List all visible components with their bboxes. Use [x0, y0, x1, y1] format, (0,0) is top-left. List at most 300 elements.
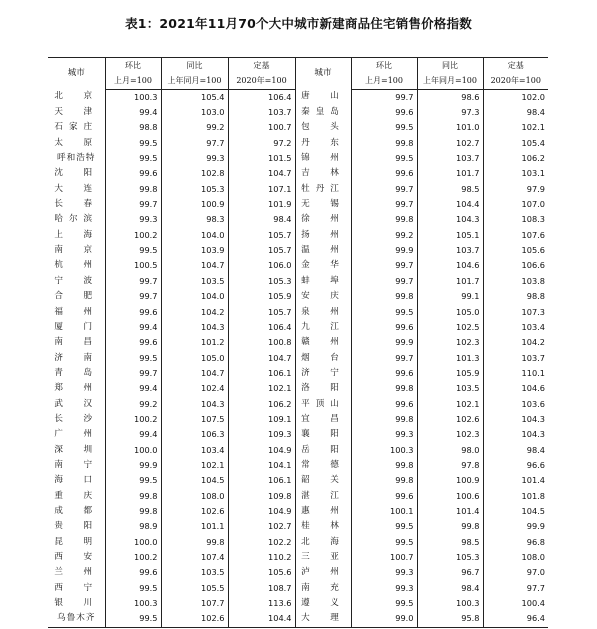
- table-row: [48, 550, 548, 565]
- left-city-cell: 厦 门: [54, 321, 99, 332]
- left-base-cell: 106.0: [228, 258, 295, 273]
- right-yoy-cell: 100.6: [417, 489, 483, 504]
- right-city-cell: 蚌 埠: [295, 274, 351, 289]
- right-base-cell: 107.0: [483, 197, 548, 212]
- right-base-cell: 110.1: [483, 366, 548, 381]
- left-city-cell: 深 圳: [54, 444, 99, 455]
- table-row: [48, 197, 548, 212]
- right-mom-cell: 99.8: [351, 212, 417, 227]
- left-city-cell: 青 岛: [54, 367, 99, 378]
- left-mom-cell: 99.8: [105, 489, 161, 504]
- left-mom-cell: 99.6: [105, 166, 161, 181]
- left-base-cell: 110.2: [228, 550, 295, 565]
- right-yoy-cell: 105.3: [417, 550, 483, 565]
- mom-base-left: 上月=100: [105, 73, 161, 89]
- right-yoy-cell: 98.0: [417, 443, 483, 458]
- right-city-cell: 温 州: [295, 243, 351, 258]
- table-row: [48, 519, 548, 534]
- left-mom-cell: 99.5: [105, 581, 161, 596]
- left-yoy-cell: 104.0: [161, 228, 228, 243]
- left-yoy-cell: 102.8: [161, 166, 228, 181]
- right-mom-cell: 99.7: [351, 182, 417, 197]
- left-city-cell: 乌鲁木齐: [48, 611, 105, 627]
- left-base-cell: 104.4: [228, 611, 295, 627]
- yoy-base-left: 上年同月=100: [161, 73, 228, 89]
- right-yoy-cell: 102.6: [417, 412, 483, 427]
- right-base-cell: 96.4: [483, 611, 548, 627]
- mom-header-right: 环比: [351, 58, 417, 74]
- right-base-cell: 103.4: [483, 320, 548, 335]
- right-yoy-cell: 100.3: [417, 596, 483, 611]
- left-city-cell: 呼和浩特: [57, 153, 96, 164]
- left-city-cell: 济 南: [54, 352, 99, 363]
- left-yoy-cell: 103.9: [161, 243, 228, 258]
- right-yoy-cell: 98.4: [417, 581, 483, 596]
- right-yoy-cell: 100.9: [417, 473, 483, 488]
- right-city-cell: 安 庆: [295, 289, 351, 304]
- left-yoy-cell: 105.5: [161, 581, 228, 596]
- mom-header-left: 环比: [105, 58, 161, 74]
- right-base-cell: 98.4: [483, 105, 548, 120]
- mom-base-right: 上月=100: [351, 73, 417, 89]
- right-city-cell: 锦 州: [295, 151, 351, 166]
- left-yoy-cell: 105.0: [161, 351, 228, 366]
- left-mom-cell: 99.3: [105, 212, 161, 227]
- right-base-cell: 103.6: [483, 397, 548, 412]
- left-yoy-cell: 99.8: [161, 535, 228, 550]
- left-yoy-cell: 103.4: [161, 443, 228, 458]
- left-base-cell: 106.2: [228, 397, 295, 412]
- left-mom-cell: 99.6: [105, 565, 161, 580]
- right-city-cell: 烟 台: [295, 351, 351, 366]
- right-mom-cell: 99.6: [351, 166, 417, 181]
- right-city-cell: 桂 林: [295, 519, 351, 534]
- right-yoy-cell: 105.1: [417, 228, 483, 243]
- left-yoy-cell: 104.7: [161, 258, 228, 273]
- right-city-cell: 岳 阳: [295, 443, 351, 458]
- left-base-cell: 105.7: [228, 228, 295, 243]
- right-mom-cell: 99.5: [351, 305, 417, 320]
- price-index-table: [48, 57, 548, 628]
- left-yoy-cell: 99.2: [161, 120, 228, 135]
- table-title: 表1：2021年11月70个大中城市新建商品住宅销售价格指数: [125, 16, 472, 31]
- right-base-cell: 108.0: [483, 550, 548, 565]
- left-yoy-cell: 103.5: [161, 274, 228, 289]
- left-base-cell: 105.7: [228, 243, 295, 258]
- right-city-cell: 洛 阳: [295, 381, 351, 396]
- right-base-cell: 104.2: [483, 335, 548, 350]
- right-city-cell: 遵 义: [295, 596, 351, 611]
- left-base-cell: 104.9: [228, 443, 295, 458]
- left-mom-cell: 100.3: [105, 596, 161, 611]
- table-row: [48, 381, 548, 396]
- right-mom-cell: 99.7: [351, 258, 417, 273]
- right-base-cell: 96.8: [483, 535, 548, 550]
- table-row: [48, 458, 548, 473]
- left-mom-cell: 98.9: [105, 519, 161, 534]
- right-mom-cell: 99.5: [351, 120, 417, 135]
- left-city-cell: 郑 州: [54, 383, 99, 394]
- left-city-cell: 石家庄: [54, 122, 99, 133]
- right-base-cell: 101.8: [483, 489, 548, 504]
- table-row: [48, 366, 548, 381]
- left-mom-cell: 99.4: [105, 105, 161, 120]
- right-mom-cell: 99.7: [351, 89, 417, 105]
- table-row: [48, 443, 548, 458]
- right-mom-cell: 99.8: [351, 381, 417, 396]
- left-base-cell: 105.7: [228, 305, 295, 320]
- right-yoy-cell: 102.3: [417, 427, 483, 442]
- right-city-cell: 泸 州: [295, 565, 351, 580]
- left-mom-cell: 98.8: [105, 120, 161, 135]
- right-city-cell: 唐 山: [295, 89, 351, 105]
- left-base-cell: 103.7: [228, 105, 295, 120]
- right-city-cell: 宜 昌: [295, 412, 351, 427]
- right-mom-cell: 99.8: [351, 473, 417, 488]
- left-base-cell: 104.7: [228, 166, 295, 181]
- right-yoy-cell: 103.7: [417, 151, 483, 166]
- right-base-cell: 104.3: [483, 427, 548, 442]
- right-city-cell: 徐 州: [295, 212, 351, 227]
- base-base-left: 2020年=100: [228, 73, 295, 89]
- left-yoy-cell: 99.3: [161, 151, 228, 166]
- left-base-cell: 108.7: [228, 581, 295, 596]
- right-city-cell: 金 华: [295, 258, 351, 273]
- left-city-cell: 太 原: [54, 137, 99, 148]
- right-city-cell: 三 亚: [295, 550, 351, 565]
- right-mom-cell: 99.6: [351, 489, 417, 504]
- right-yoy-cell: 99.1: [417, 289, 483, 304]
- right-mom-cell: 99.3: [351, 565, 417, 580]
- left-mom-cell: 99.2: [105, 397, 161, 412]
- right-yoy-cell: 102.1: [417, 397, 483, 412]
- right-base-cell: 108.3: [483, 212, 548, 227]
- table-row: [48, 565, 548, 580]
- left-city-cell: 武 汉: [54, 398, 99, 409]
- right-mom-cell: 99.2: [351, 228, 417, 243]
- table-row: [48, 351, 548, 366]
- right-base-cell: 106.6: [483, 258, 548, 273]
- table-row: [48, 258, 548, 273]
- right-base-cell: 105.6: [483, 243, 548, 258]
- left-city-cell: 西 安: [54, 552, 99, 562]
- left-base-cell: 105.6: [228, 565, 295, 580]
- table-row: [48, 151, 548, 166]
- right-mom-cell: 99.7: [351, 351, 417, 366]
- right-mom-cell: 99.8: [351, 412, 417, 427]
- right-base-cell: 103.1: [483, 166, 548, 181]
- left-mom-cell: 100.5: [105, 258, 161, 273]
- right-yoy-cell: 98.5: [417, 182, 483, 197]
- left-base-cell: 104.9: [228, 504, 295, 519]
- right-mom-cell: 99.5: [351, 596, 417, 611]
- right-city-cell: 吉 林: [295, 166, 351, 181]
- left-yoy-cell: 107.4: [161, 550, 228, 565]
- left-base-cell: 109.1: [228, 412, 295, 427]
- left-mom-cell: 99.7: [105, 366, 161, 381]
- right-city-cell: 济 宁: [295, 366, 351, 381]
- left-base-cell: 109.3: [228, 427, 295, 442]
- right-mom-cell: 99.7: [351, 274, 417, 289]
- left-yoy-cell: 100.9: [161, 197, 228, 212]
- left-mom-cell: 99.8: [105, 504, 161, 519]
- right-yoy-cell: 103.5: [417, 381, 483, 396]
- right-city-cell: 包 头: [295, 120, 351, 135]
- right-mom-cell: 99.8: [351, 289, 417, 304]
- right-yoy-cell: 101.4: [417, 504, 483, 519]
- city-header-right: 城市: [295, 58, 351, 90]
- left-base-cell: 105.9: [228, 289, 295, 304]
- left-base-cell: 101.5: [228, 151, 295, 166]
- left-mom-cell: 99.5: [105, 243, 161, 258]
- right-yoy-cell: 101.3: [417, 351, 483, 366]
- right-city-cell: 湛 江: [295, 489, 351, 504]
- left-city-cell: 海 口: [54, 475, 99, 486]
- table-row: [48, 136, 548, 151]
- left-city-cell: 沈 阳: [54, 168, 99, 179]
- right-yoy-cell: 104.3: [417, 212, 483, 227]
- left-mom-cell: 99.5: [105, 351, 161, 366]
- city-header-left: 城市: [48, 58, 105, 90]
- table-row: [48, 289, 548, 304]
- left-city-cell: 合 肥: [54, 291, 99, 302]
- table-row: [48, 427, 548, 442]
- right-base-cell: 105.4: [483, 136, 548, 151]
- left-yoy-cell: 104.5: [161, 473, 228, 488]
- right-mom-cell: 99.5: [351, 535, 417, 550]
- right-city-cell: 大 理: [295, 611, 351, 627]
- left-mom-cell: 100.2: [105, 228, 161, 243]
- left-base-cell: 98.4: [228, 212, 295, 227]
- left-base-cell: 102.1: [228, 381, 295, 396]
- left-base-cell: 104.7: [228, 351, 295, 366]
- right-yoy-cell: 105.9: [417, 366, 483, 381]
- left-mom-cell: 99.9: [105, 458, 161, 473]
- left-city-cell: 南 宁: [54, 459, 99, 470]
- left-base-cell: 106.4: [228, 89, 295, 105]
- table-row: [48, 166, 548, 181]
- left-mom-cell: 99.6: [105, 305, 161, 320]
- base-header-right: 定基: [483, 58, 548, 74]
- left-base-cell: 109.8: [228, 489, 295, 504]
- left-mom-cell: 99.5: [105, 611, 161, 627]
- right-city-cell: 常 德: [295, 458, 351, 473]
- left-city-cell: 广 州: [54, 429, 99, 440]
- right-mom-cell: 99.0: [351, 611, 417, 627]
- right-mom-cell: 99.6: [351, 320, 417, 335]
- right-base-cell: 104.5: [483, 504, 548, 519]
- left-city-cell: 银 川: [54, 598, 99, 609]
- right-city-cell: 扬 州: [295, 228, 351, 243]
- left-base-cell: 104.1: [228, 458, 295, 473]
- right-city-cell: 九 江: [295, 320, 351, 335]
- right-base-cell: 96.6: [483, 458, 548, 473]
- right-yoy-cell: 96.7: [417, 565, 483, 580]
- left-yoy-cell: 97.7: [161, 136, 228, 151]
- left-mom-cell: 100.0: [105, 443, 161, 458]
- left-city-cell: 成 都: [54, 505, 99, 516]
- left-mom-cell: 100.2: [105, 412, 161, 427]
- left-yoy-cell: 105.3: [161, 182, 228, 197]
- table-row: [48, 89, 548, 105]
- left-yoy-cell: 103.5: [161, 565, 228, 580]
- right-base-cell: 107.6: [483, 228, 548, 243]
- right-city-cell: 襄 阳: [295, 427, 351, 442]
- table-row: [48, 412, 548, 427]
- right-base-cell: 104.3: [483, 412, 548, 427]
- left-mom-cell: 100.3: [105, 89, 161, 105]
- right-yoy-cell: 99.8: [417, 519, 483, 534]
- left-mom-cell: 99.8: [105, 182, 161, 197]
- right-yoy-cell: 101.0: [417, 120, 483, 135]
- left-mom-cell: 99.5: [105, 136, 161, 151]
- right-base-cell: 107.3: [483, 305, 548, 320]
- left-base-cell: 107.1: [228, 182, 295, 197]
- right-yoy-cell: 102.5: [417, 320, 483, 335]
- base-base-right: 2020年=100: [483, 73, 548, 89]
- left-mom-cell: 99.7: [105, 197, 161, 212]
- left-base-cell: 106.1: [228, 366, 295, 381]
- left-yoy-cell: 106.3: [161, 427, 228, 442]
- right-base-cell: 100.4: [483, 596, 548, 611]
- header-row-1: [48, 58, 548, 74]
- right-base-cell: 104.6: [483, 381, 548, 396]
- left-mom-cell: 100.2: [105, 550, 161, 565]
- right-yoy-cell: 97.8: [417, 458, 483, 473]
- left-base-cell: 102.2: [228, 535, 295, 550]
- table-row: [48, 581, 548, 596]
- right-city-cell: 北 海: [295, 535, 351, 550]
- right-mom-cell: 99.3: [351, 581, 417, 596]
- right-base-cell: 98.8: [483, 289, 548, 304]
- left-yoy-cell: 104.3: [161, 397, 228, 412]
- right-city-cell: 韶 关: [295, 473, 351, 488]
- right-mom-cell: 100.1: [351, 504, 417, 519]
- left-mom-cell: 99.6: [105, 335, 161, 350]
- right-mom-cell: 99.5: [351, 519, 417, 534]
- left-yoy-cell: 104.2: [161, 305, 228, 320]
- right-mom-cell: 99.6: [351, 397, 417, 412]
- left-mom-cell: 99.5: [105, 473, 161, 488]
- left-mom-cell: 99.4: [105, 381, 161, 396]
- left-yoy-cell: 104.3: [161, 320, 228, 335]
- left-yoy-cell: 107.7: [161, 596, 228, 611]
- left-base-cell: 106.4: [228, 320, 295, 335]
- left-base-cell: 101.9: [228, 197, 295, 212]
- left-yoy-cell: 102.6: [161, 611, 228, 627]
- left-yoy-cell: 101.2: [161, 335, 228, 350]
- table-row: [48, 611, 548, 627]
- right-yoy-cell: 102.7: [417, 136, 483, 151]
- left-mom-cell: 99.7: [105, 274, 161, 289]
- right-base-cell: 103.7: [483, 351, 548, 366]
- right-city-cell: 牡丹江: [295, 182, 351, 197]
- right-base-cell: 102.0: [483, 89, 548, 105]
- right-mom-cell: 99.9: [351, 335, 417, 350]
- right-yoy-cell: 103.7: [417, 243, 483, 258]
- left-yoy-cell: 104.0: [161, 289, 228, 304]
- left-city-cell: 昆 明: [54, 536, 99, 547]
- table-row: [48, 228, 548, 243]
- left-city-cell: 兰 州: [54, 567, 99, 578]
- left-yoy-cell: 102.1: [161, 458, 228, 473]
- yoy-header-right: 同比: [417, 58, 483, 74]
- left-yoy-cell: 101.1: [161, 519, 228, 534]
- right-yoy-cell: 104.4: [417, 197, 483, 212]
- left-city-cell: 南 昌: [54, 337, 99, 348]
- left-city-cell: 哈尔滨: [54, 214, 99, 225]
- table-row: [48, 397, 548, 412]
- right-mom-cell: 99.6: [351, 105, 417, 120]
- right-mom-cell: 99.8: [351, 458, 417, 473]
- right-mom-cell: 100.3: [351, 443, 417, 458]
- right-city-cell: 秦皇岛: [295, 105, 351, 120]
- right-yoy-cell: 104.6: [417, 258, 483, 273]
- right-mom-cell: 99.6: [351, 366, 417, 381]
- right-city-cell: 丹 东: [295, 136, 351, 151]
- right-mom-cell: 99.7: [351, 197, 417, 212]
- left-city-cell: 长 沙: [54, 413, 99, 424]
- yoy-base-right: 上年同月=100: [417, 73, 483, 89]
- left-mom-cell: 99.7: [105, 289, 161, 304]
- left-yoy-cell: 103.0: [161, 105, 228, 120]
- right-city-cell: 无 锡: [295, 197, 351, 212]
- table-row: [48, 489, 548, 504]
- base-header-left: 定基: [228, 58, 295, 74]
- right-base-cell: 97.9: [483, 182, 548, 197]
- yoy-header-left: 同比: [161, 58, 228, 74]
- left-mom-cell: 100.0: [105, 535, 161, 550]
- left-base-cell: 100.8: [228, 335, 295, 350]
- right-city-cell: 赣 州: [295, 335, 351, 350]
- right-mom-cell: 99.9: [351, 243, 417, 258]
- right-mom-cell: 99.5: [351, 151, 417, 166]
- table-row: [48, 504, 548, 519]
- right-city-cell: 南 充: [295, 581, 351, 596]
- left-city-cell: 杭 州: [54, 260, 99, 271]
- table-row: [48, 274, 548, 289]
- left-city-cell: 重 庆: [54, 490, 99, 501]
- right-yoy-cell: 101.7: [417, 274, 483, 289]
- left-city-cell: 福 州: [54, 306, 99, 317]
- left-city-cell: 长 春: [54, 199, 99, 210]
- right-yoy-cell: 95.8: [417, 611, 483, 627]
- right-base-cell: 98.4: [483, 443, 548, 458]
- right-yoy-cell: 98.5: [417, 535, 483, 550]
- table-row: [48, 120, 548, 135]
- table-row: [48, 105, 548, 120]
- right-yoy-cell: 98.6: [417, 89, 483, 105]
- table-row: [48, 320, 548, 335]
- left-city-cell: 上 海: [54, 229, 99, 240]
- table-row: [48, 243, 548, 258]
- right-city-cell: 平顶山: [295, 397, 351, 412]
- left-city-cell: 北 京: [54, 91, 99, 102]
- left-city-cell: 南 京: [54, 245, 99, 256]
- table-row: [48, 305, 548, 320]
- right-mom-cell: 99.3: [351, 427, 417, 442]
- left-yoy-cell: 105.4: [161, 89, 228, 105]
- left-yoy-cell: 104.7: [161, 366, 228, 381]
- table-row: [48, 596, 548, 611]
- left-city-cell: 贵 阳: [54, 521, 99, 532]
- left-mom-cell: 99.5: [105, 151, 161, 166]
- table-row: [48, 535, 548, 550]
- right-mom-cell: 99.8: [351, 136, 417, 151]
- table-row: [48, 212, 548, 227]
- left-city-cell: 西 宁: [54, 582, 99, 593]
- left-yoy-cell: 107.5: [161, 412, 228, 427]
